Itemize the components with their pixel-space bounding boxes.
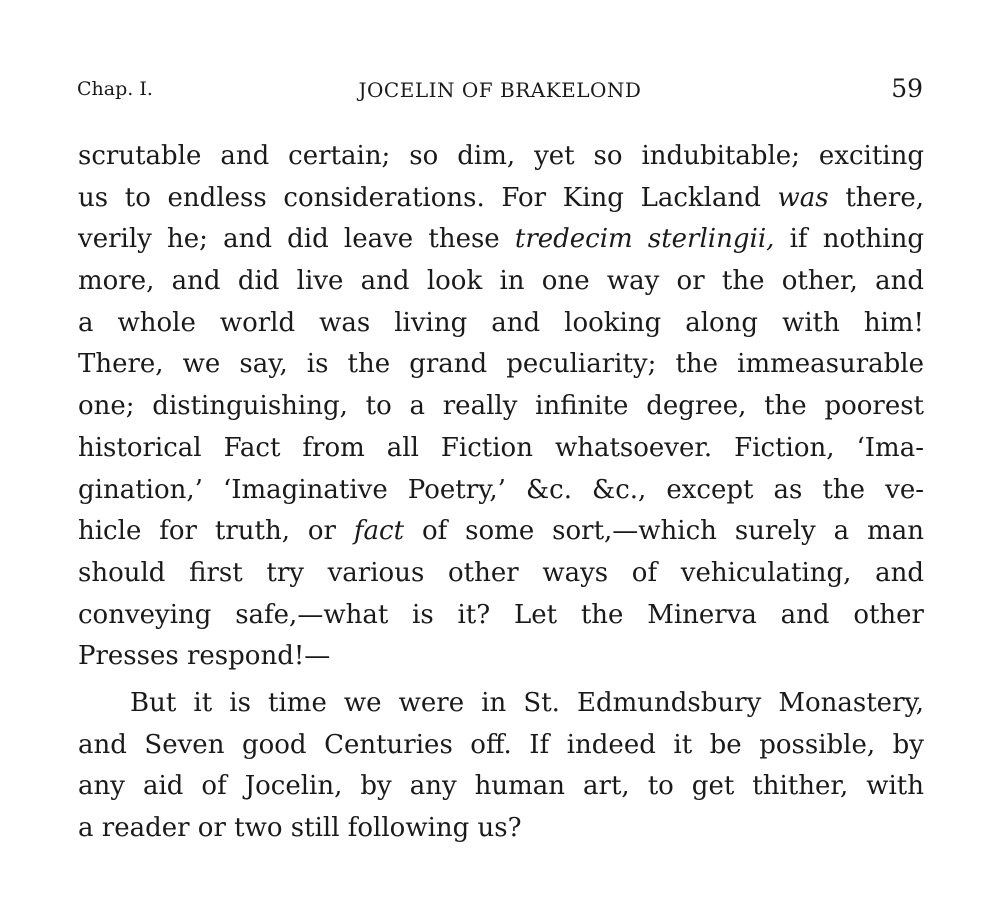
italic-phrase: fact — [353, 516, 405, 547]
text-line: one; distinguishing, to a really infinite degree, the poorest — [78, 391, 924, 422]
body-text — [78, 136, 924, 850]
page-number: 59 — [891, 74, 923, 103]
text-line: verily he; and did leave these tredecim sterlingii, if nothing — [78, 224, 924, 255]
text-line: and Seven good Centuries off. If indeed it be possible, by — [78, 729, 924, 760]
text-line: a whole world was living and looking along with him! — [78, 307, 924, 338]
paragraph — [78, 136, 924, 678]
text-line: us to endless considerations. For King Lackland was there, — [78, 182, 924, 213]
text-line: should first try various other ways of vehiculating, and — [78, 557, 924, 588]
text-line: more, and did live and look in one way or the other, and — [78, 266, 924, 297]
text-line: conveying safe,—what is it? Let the Minerva and other — [78, 599, 924, 630]
text-line: hicle for truth, or fact of some sort,—which surely a man — [78, 516, 924, 547]
text-line: There, we say, is the grand peculiarity; the immeasurable — [78, 349, 924, 380]
text-line: historical Fact from all Fiction whatsoever. Fiction, ‘Ima- — [78, 432, 924, 463]
italic-phrase: tredecim sterlingii, — [514, 224, 775, 255]
italic-phrase: was — [777, 182, 829, 213]
running-head — [77, 74, 923, 104]
text-line: But it is time we were in St. Edmundsbury Monastery, — [130, 687, 924, 718]
text-line: a reader or two still following us? — [78, 813, 522, 843]
paragraph — [78, 683, 924, 850]
text-line: gination,’ ‘Imaginative Poetry,’ &c. &c., except as the ve- — [78, 474, 924, 505]
running-title: JOCELIN OF BRAKELOND — [358, 78, 642, 102]
text-line: any aid of Jocelin, by any human art, to get thither, with — [78, 771, 924, 802]
chapter-label: Chap. I. — [77, 78, 153, 100]
text-line: scrutable and certain; so dim, yet so indubitable; exciting — [78, 141, 924, 171]
text-line: Presses respond!— — [78, 641, 331, 672]
